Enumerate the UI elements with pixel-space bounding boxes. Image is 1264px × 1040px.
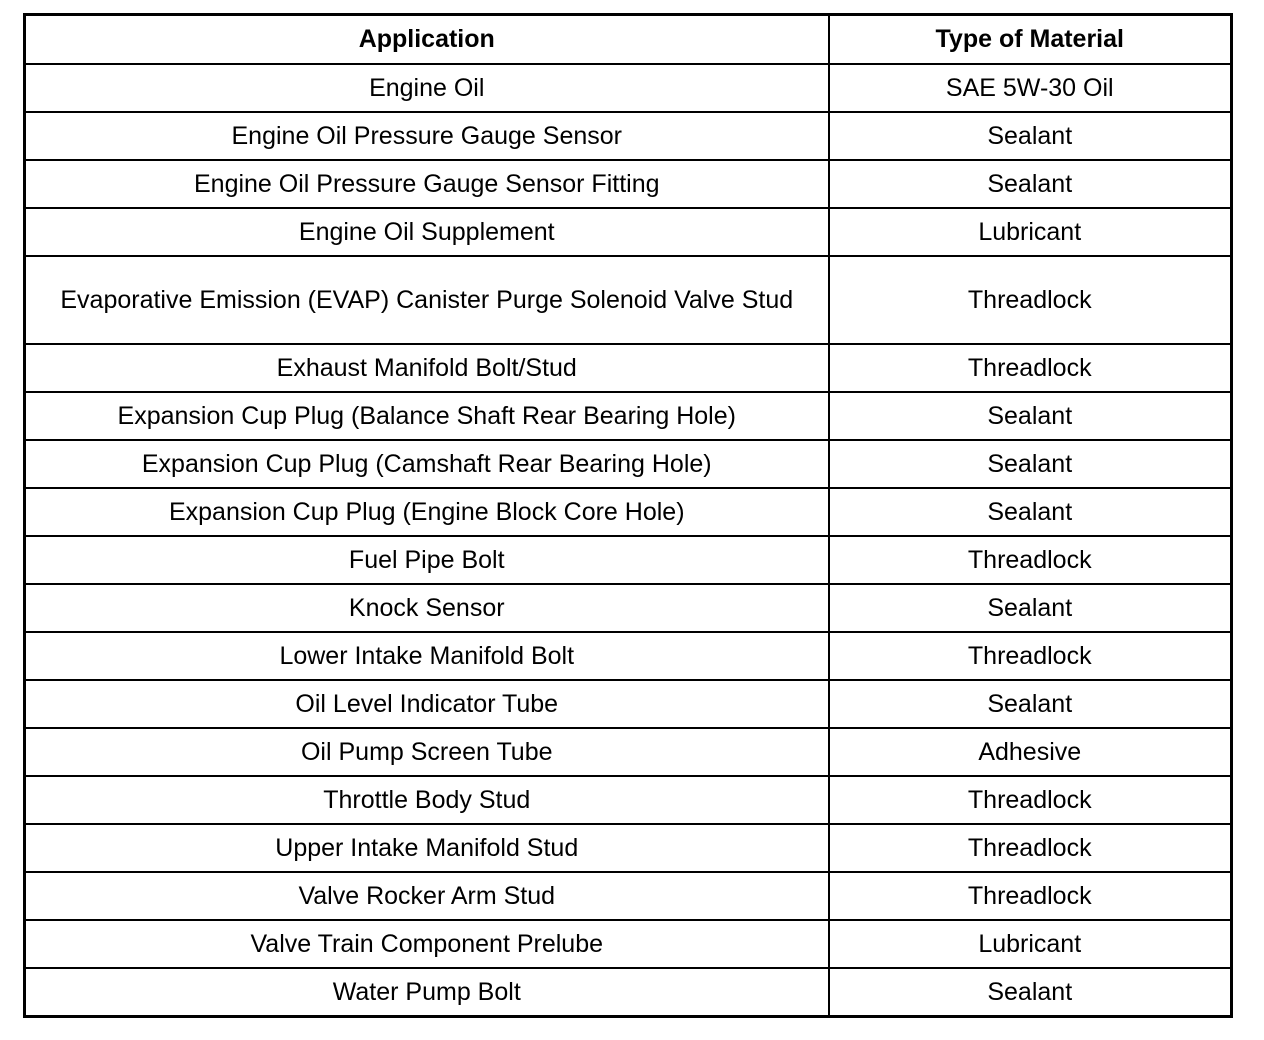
application-cell: Evaporative Emission (EVAP) Canister Purge Solenoid Valve Stud xyxy=(25,256,829,344)
material-cell: Sealant xyxy=(829,680,1232,728)
application-cell: Upper Intake Manifold Stud xyxy=(25,824,829,872)
application-cell: Engine Oil Pressure Gauge Sensor xyxy=(25,112,829,160)
column-header-material: Type of Material xyxy=(829,15,1232,64)
application-cell: Lower Intake Manifold Bolt xyxy=(25,632,829,680)
table-row xyxy=(25,536,1232,584)
application-cell: Knock Sensor xyxy=(25,584,829,632)
material-cell: Threadlock xyxy=(829,536,1232,584)
material-cell: Adhesive xyxy=(829,728,1232,776)
table-row xyxy=(25,824,1232,872)
application-cell: Water Pump Bolt xyxy=(25,968,829,1017)
table-row xyxy=(25,344,1232,392)
table-row xyxy=(25,392,1232,440)
application-cell: Oil Pump Screen Tube xyxy=(25,728,829,776)
application-cell: Engine Oil xyxy=(25,64,829,112)
application-cell: Engine Oil Pressure Gauge Sensor Fitting xyxy=(25,160,829,208)
application-cell: Expansion Cup Plug (Camshaft Rear Bearing Hole) xyxy=(25,440,829,488)
application-cell: Fuel Pipe Bolt xyxy=(25,536,829,584)
application-cell: Valve Rocker Arm Stud xyxy=(25,872,829,920)
table-row xyxy=(25,632,1232,680)
table-row xyxy=(25,160,1232,208)
material-cell: Threadlock xyxy=(829,872,1232,920)
material-cell: Sealant xyxy=(829,440,1232,488)
table-row xyxy=(25,584,1232,632)
material-cell: Sealant xyxy=(829,968,1232,1017)
table-header-row xyxy=(25,15,1232,64)
material-cell: Threadlock xyxy=(829,344,1232,392)
material-cell: Lubricant xyxy=(829,920,1232,968)
material-cell: Sealant xyxy=(829,160,1232,208)
table-row xyxy=(25,872,1232,920)
table-row xyxy=(25,968,1232,1017)
table-row xyxy=(25,920,1232,968)
material-cell: Threadlock xyxy=(829,776,1232,824)
table-row xyxy=(25,728,1232,776)
application-cell: Exhaust Manifold Bolt/Stud xyxy=(25,344,829,392)
application-cell: Valve Train Component Prelube xyxy=(25,920,829,968)
material-cell: Lubricant xyxy=(829,208,1232,256)
table-row xyxy=(25,488,1232,536)
material-cell: Sealant xyxy=(829,112,1232,160)
materials-table xyxy=(23,13,1233,1018)
table-row xyxy=(25,680,1232,728)
table-row xyxy=(25,64,1232,112)
application-cell: Expansion Cup Plug (Engine Block Core Hole) xyxy=(25,488,829,536)
table-row xyxy=(25,208,1232,256)
material-cell: Sealant xyxy=(829,392,1232,440)
application-cell: Oil Level Indicator Tube xyxy=(25,680,829,728)
table-row xyxy=(25,440,1232,488)
column-header-application: Application xyxy=(25,15,829,64)
application-cell: Engine Oil Supplement xyxy=(25,208,829,256)
material-cell: Threadlock xyxy=(829,256,1232,344)
material-cell: SAE 5W-30 Oil xyxy=(829,64,1232,112)
table-row xyxy=(25,256,1232,344)
table-row xyxy=(25,776,1232,824)
material-cell: Threadlock xyxy=(829,632,1232,680)
material-cell: Threadlock xyxy=(829,824,1232,872)
application-cell: Expansion Cup Plug (Balance Shaft Rear Bearing Hole) xyxy=(25,392,829,440)
material-cell: Sealant xyxy=(829,488,1232,536)
application-cell: Throttle Body Stud xyxy=(25,776,829,824)
material-cell: Sealant xyxy=(829,584,1232,632)
table-row xyxy=(25,112,1232,160)
